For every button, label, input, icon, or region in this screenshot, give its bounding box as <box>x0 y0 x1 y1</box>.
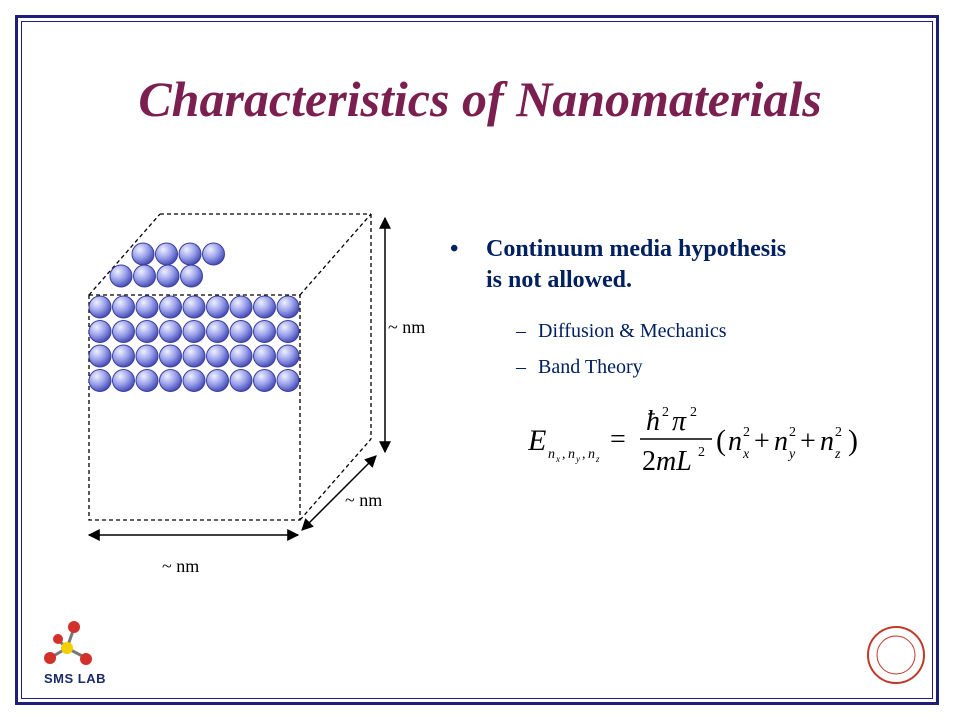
svg-text:,: , <box>582 447 586 462</box>
svg-text:n: n <box>728 426 742 457</box>
svg-text:2: 2 <box>690 405 697 420</box>
svg-text:π: π <box>672 406 687 437</box>
atom-sphere <box>277 296 299 318</box>
atom-sphere <box>89 321 111 343</box>
atom-sphere <box>277 345 299 367</box>
atom-sphere <box>277 370 299 392</box>
atom-sphere <box>183 345 205 367</box>
atom-sphere <box>207 296 229 318</box>
subitem-band-theory <box>516 356 643 379</box>
atom-sphere <box>110 265 132 287</box>
atom-sphere <box>136 296 158 318</box>
svg-text:2: 2 <box>835 425 842 440</box>
atom-sphere <box>230 321 252 343</box>
svg-text:E: E <box>528 424 547 457</box>
atom-sphere <box>254 370 276 392</box>
energy-formula <box>528 398 878 486</box>
svg-text:y: y <box>576 454 580 464</box>
subitem-label: Diffusion & Mechanics <box>538 320 727 342</box>
atom-sphere <box>230 345 252 367</box>
svg-text:n: n <box>588 447 595 462</box>
bullet-line-2: is not allowed. <box>486 267 633 293</box>
width-label: ~ nm <box>162 556 200 576</box>
atom-sphere <box>179 243 201 265</box>
atom-sphere <box>113 296 135 318</box>
atom-sphere <box>136 345 158 367</box>
atom-sphere <box>160 370 182 392</box>
sms-lab-logo-icon <box>44 621 92 665</box>
svg-text:+: + <box>754 426 770 457</box>
kist-seal-icon <box>868 627 924 683</box>
atom-sphere <box>203 243 225 265</box>
svg-text:n: n <box>568 447 575 462</box>
atom-sphere <box>89 370 111 392</box>
subitem-diffusion <box>516 320 727 343</box>
atom-sphere <box>89 296 111 318</box>
atom-sphere <box>132 243 154 265</box>
depth-label: ~ nm <box>345 490 383 510</box>
dash-icon: – <box>516 320 526 342</box>
atom-sphere <box>160 321 182 343</box>
atom-sphere <box>183 321 205 343</box>
bullet-list <box>450 234 910 296</box>
atom-sphere <box>156 243 178 265</box>
bullet-dot-icon: • <box>450 236 459 262</box>
svg-text:,: , <box>562 447 566 462</box>
atom-sphere <box>230 370 252 392</box>
atom-sphere <box>113 345 135 367</box>
atom-sphere <box>134 265 156 287</box>
atom-sphere <box>113 370 135 392</box>
svg-text:ħ: ħ <box>646 406 660 437</box>
atom-sphere <box>254 321 276 343</box>
atom-sphere <box>89 345 111 367</box>
atom-sphere <box>160 345 182 367</box>
svg-text:2: 2 <box>789 425 796 440</box>
svg-text:2: 2 <box>698 445 705 460</box>
svg-text:mL: mL <box>656 446 692 477</box>
bullet-item <box>450 234 910 296</box>
atom-sphere <box>230 296 252 318</box>
atom-sphere <box>181 265 203 287</box>
atom-layer <box>89 243 299 392</box>
dash-icon: – <box>516 356 526 378</box>
atom-sphere <box>207 370 229 392</box>
sms-lab-logo-text: SMS LAB <box>44 671 106 686</box>
svg-text:n: n <box>820 426 834 457</box>
atom-sphere <box>207 345 229 367</box>
svg-text:=: = <box>610 424 626 455</box>
atom-sphere <box>277 321 299 343</box>
atom-sphere <box>160 296 182 318</box>
svg-text:+: + <box>800 426 816 457</box>
atom-sphere <box>183 370 205 392</box>
atom-sphere <box>136 370 158 392</box>
atom-sphere <box>157 265 179 287</box>
slide-title: Characteristics of Nanomaterials <box>138 71 822 127</box>
svg-text:z: z <box>835 447 841 462</box>
cube-outline <box>89 214 371 520</box>
atom-sphere <box>254 296 276 318</box>
svg-text:n: n <box>774 426 788 457</box>
bullet-line-1: Continuum media hypothesis <box>486 236 787 262</box>
svg-text:2: 2 <box>743 425 750 440</box>
svg-text:): ) <box>848 424 858 457</box>
atom-sphere <box>183 296 205 318</box>
svg-text:2: 2 <box>662 405 669 420</box>
svg-text:2: 2 <box>642 446 656 477</box>
svg-text:y: y <box>789 447 796 462</box>
atom-sphere <box>136 321 158 343</box>
energy-formula-graphic <box>528 398 878 478</box>
svg-text:(: ( <box>716 424 726 457</box>
height-label: ~ nm <box>388 317 426 337</box>
atom-sphere <box>254 345 276 367</box>
atom-sphere <box>207 321 229 343</box>
svg-text:x: x <box>556 454 560 464</box>
atom-sphere <box>113 321 135 343</box>
subitem-label: Band Theory <box>538 356 643 378</box>
svg-text:z: z <box>596 454 600 464</box>
svg-text:n: n <box>548 447 555 462</box>
svg-text:x: x <box>743 447 750 462</box>
bullet-text <box>486 234 786 296</box>
